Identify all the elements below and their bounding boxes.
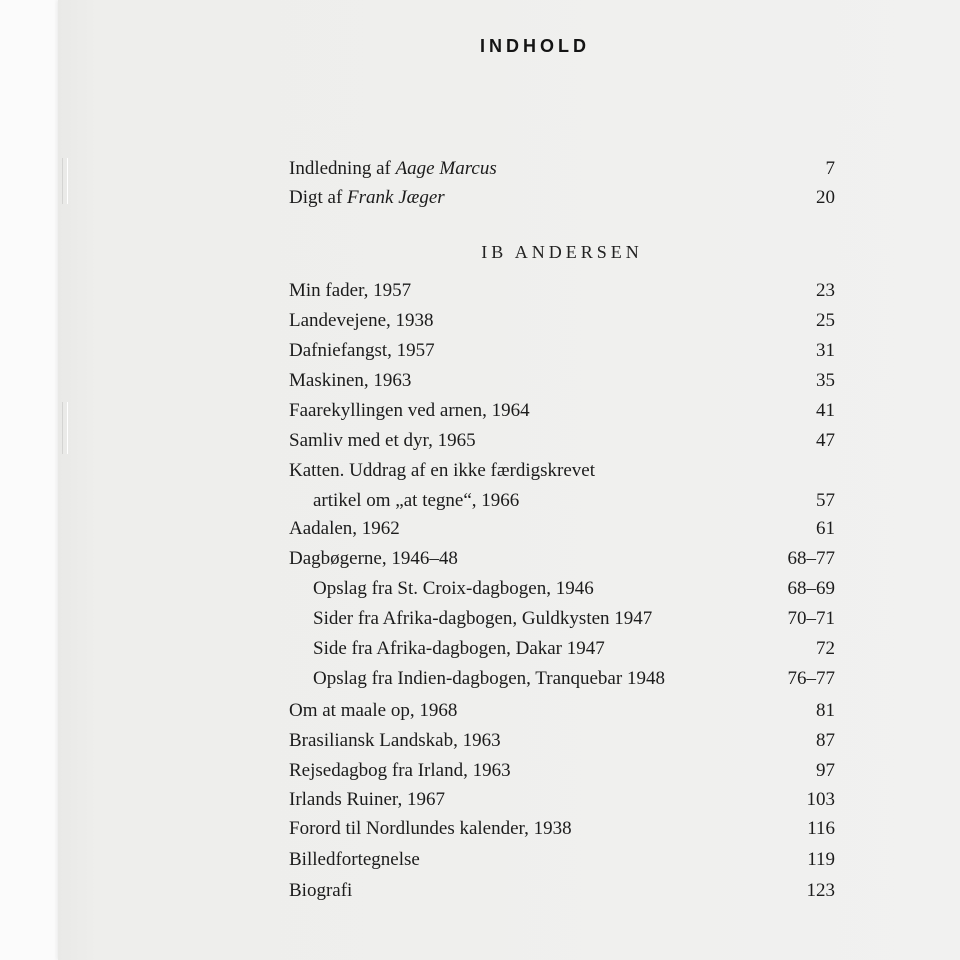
- toc-row: [289, 457, 835, 485]
- toc-page-number: 61: [816, 518, 835, 539]
- toc-row: [289, 635, 835, 663]
- toc-entry-title: Aadalen, 1962: [289, 518, 400, 539]
- toc-page-number: 41: [816, 400, 835, 421]
- toc-row: [289, 605, 835, 633]
- toc-entry-title: Om at maale op, 1968: [289, 700, 458, 721]
- author-name: Aage Marcus: [395, 158, 497, 179]
- toc-row: [289, 307, 835, 335]
- toc-page-number: 87: [816, 730, 835, 751]
- toc-entry-title: Sider fra Afrika-dagbogen, Guldkysten 1947: [313, 608, 653, 629]
- toc-page-number: 47: [816, 430, 835, 451]
- toc-page-number: 119: [807, 849, 835, 870]
- toc-entry-title: Faarekyllingen ved arnen, 1964: [289, 400, 530, 421]
- toc-row: [289, 757, 835, 785]
- toc-row: [289, 367, 835, 395]
- toc-page-number: 68–77: [787, 548, 835, 569]
- toc-entry-title: Side fra Afrika-dagbogen, Dakar 1947: [313, 638, 605, 659]
- staple-mark: [62, 402, 68, 454]
- toc-page-number: 97: [816, 760, 835, 781]
- toc-entry-title: Digt af Frank Jæger: [289, 187, 445, 208]
- toc-page-number: 25: [816, 310, 835, 331]
- staple-mark: [62, 158, 68, 204]
- toc-page-number: 103: [806, 789, 835, 810]
- toc-page-number: 116: [807, 818, 835, 839]
- toc-row: [289, 515, 835, 543]
- toc-entry-title: Katten. Uddrag af en ikke færdigskrevet: [289, 460, 596, 481]
- toc-page-number: 72: [816, 638, 835, 659]
- toc-intro-row: [289, 184, 835, 212]
- toc-page-number: 7: [825, 158, 835, 179]
- toc-entry-title: Dagbøgerne, 1946–48: [289, 548, 458, 569]
- toc-row: [289, 727, 835, 755]
- toc-row: [289, 575, 835, 603]
- toc-entry-title: Forord til Nordlundes kalender, 1938: [289, 818, 572, 839]
- toc-entry-title: Rejsedagbog fra Irland, 1963: [289, 760, 511, 781]
- toc-row: [289, 545, 835, 573]
- toc-row: [289, 337, 835, 365]
- toc-page-number: 57: [816, 490, 835, 511]
- toc-page-number: 23: [816, 280, 835, 301]
- toc-entry-title: Dafniefangst, 1957: [289, 340, 435, 361]
- page-title: INDHOLD: [480, 36, 590, 56]
- toc-row: [289, 877, 835, 905]
- toc-entry-title: Min fader, 1957: [289, 280, 412, 301]
- toc-entry-title: artikel om „at tegne“, 1966: [313, 490, 520, 511]
- toc-row: [289, 815, 835, 843]
- toc-entry-title: Opslag fra Indien-dagbogen, Tranquebar 1948: [313, 668, 665, 689]
- toc-entry-title: Opslag fra St. Croix-dagbogen, 1946: [313, 578, 594, 599]
- author-name: Frank Jæger: [347, 187, 445, 208]
- toc-entry-title: Landevejene, 1938: [289, 310, 434, 331]
- toc-entry-title: Biografi: [289, 880, 353, 901]
- toc-page-number: 123: [806, 880, 835, 901]
- toc-entry-title: Irlands Ruiner, 1967: [289, 789, 445, 810]
- toc-entry-title: Brasiliansk Landskab, 1963: [289, 730, 501, 751]
- toc-row: [289, 397, 835, 425]
- toc-entry-title: Samliv med et dyr, 1965: [289, 430, 476, 451]
- toc-entry-title: Billedfortegnelse: [289, 849, 420, 870]
- toc-row: [289, 846, 835, 874]
- toc-page-number: 35: [816, 370, 835, 391]
- toc-row: [289, 697, 835, 725]
- toc-row: [289, 427, 835, 455]
- toc-row: [289, 786, 835, 814]
- toc-page-number: 20: [816, 187, 835, 208]
- toc-intro-row: [289, 155, 835, 183]
- toc-page-number: 76–77: [787, 668, 835, 689]
- toc-page-number: 68–69: [787, 578, 835, 599]
- toc-entry-title: Maskinen, 1963: [289, 370, 412, 391]
- section-heading: IB ANDERSEN: [481, 242, 643, 262]
- toc-page-number: 81: [816, 700, 835, 721]
- toc-page-number: 70–71: [787, 608, 835, 629]
- toc-row: [289, 277, 835, 305]
- toc-entry-title: Indledning af Aage Marcus: [289, 158, 497, 179]
- toc-row: [289, 665, 835, 693]
- toc-page-number: 31: [816, 340, 835, 361]
- toc-row: [289, 487, 835, 515]
